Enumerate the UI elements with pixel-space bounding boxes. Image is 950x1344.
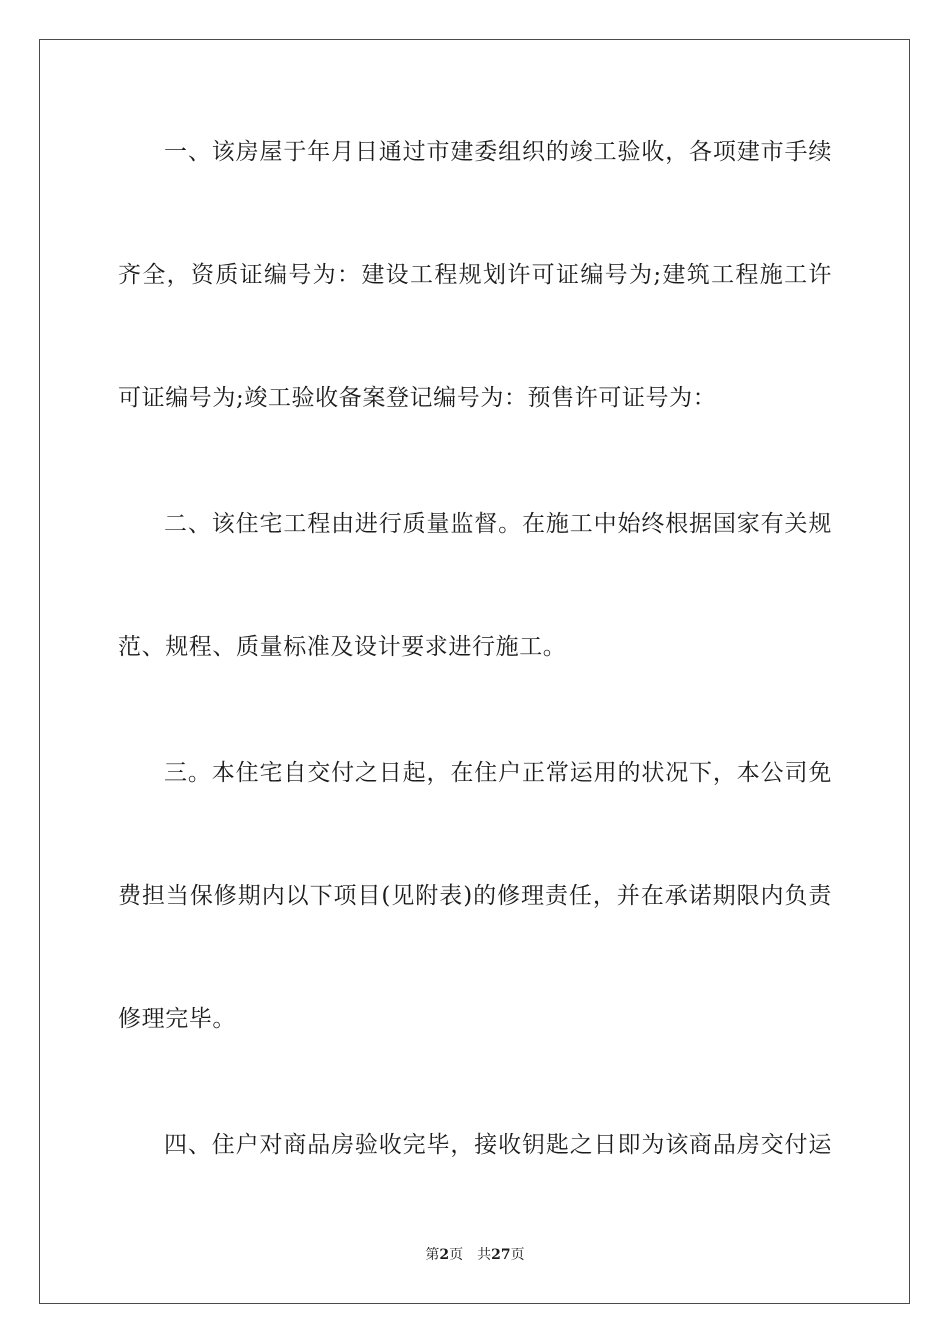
paragraph-4-line-1: 四、住户对商品房验收完毕，接收钥匙之日即为该商品房交付运 xyxy=(164,1132,832,1158)
paragraph-3-line-3: 修理完毕。 xyxy=(118,1006,236,1032)
page-number: 2 xyxy=(439,1247,450,1263)
paragraph-2-line-1: 二、该住宅工程由进行质量监督。在施工中始终根据国家有关规 xyxy=(164,511,832,537)
paragraph-1-line-3: 可证编号为;竣工验收备案登记编号为：预售许可证号为： xyxy=(118,385,717,411)
page-border xyxy=(39,39,910,1304)
page-footer xyxy=(0,1246,950,1264)
paragraph-3-line-1: 三。本住宅自交付之日起，在住户正常运用的状况下，本公司免 xyxy=(164,760,832,786)
paragraph-2-line-2: 范、规程、质量标准及设计要求进行施工。 xyxy=(118,634,567,660)
total-pages: 27 xyxy=(491,1247,511,1263)
paragraph-3-line-2: 费担当保修期内以下项目(见附表)的修理责任，并在承诺期限内负责 xyxy=(118,883,832,909)
total-prefix: 共 xyxy=(477,1247,492,1263)
page-prefix: 第 xyxy=(425,1247,440,1263)
total-suffix: 页 xyxy=(510,1247,525,1263)
paragraph-1-line-1: 一、该房屋于年月日通过市建委组织的竣工验收，各项建市手续 xyxy=(164,139,832,165)
page-suffix: 页 xyxy=(449,1247,464,1263)
paragraph-1-line-2: 齐全，资质证编号为：建设工程规划许可证编号为;建筑工程施工许 xyxy=(118,262,832,288)
